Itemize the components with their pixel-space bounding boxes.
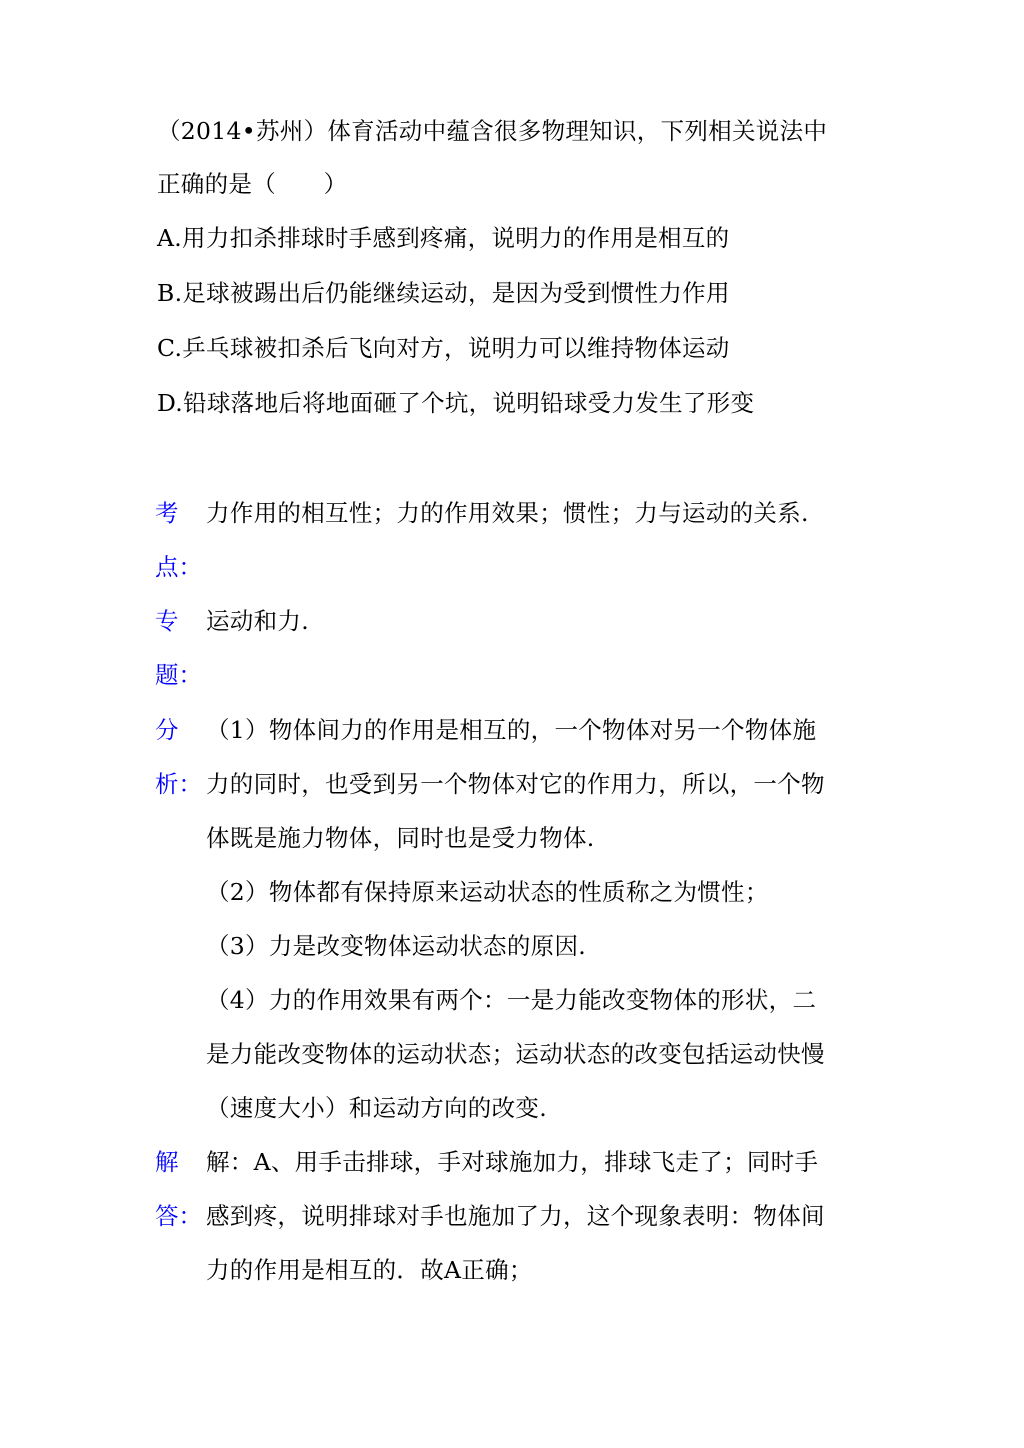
question-stem-line1: （2014•苏州）体育活动中蕴含很多物理知识，下列相关说法中: [157, 117, 828, 145]
option-b: B.足球被踢出后仍能继续运动，是因为受到惯性力作用: [157, 279, 730, 307]
kaodian-text: 力作用的相互性；力的作用效果；惯性；力与运动的关系.: [206, 499, 809, 527]
option-d: D.铅球落地后将地面砸了个坑，说明铅球受力发生了形变: [157, 389, 755, 417]
fenxi-line-6: （4）力的作用效果有两个：一是力能改变物体的形状，二: [206, 986, 817, 1014]
question-stem-line2: 正确的是（ ）: [157, 170, 348, 198]
zhuanti-label-1: 专: [155, 607, 179, 635]
jieda-line-2: 感到疼，说明排球对手也施加了力，这个现象表明：物体间: [206, 1202, 825, 1230]
jieda-line-1: 解：A、用手击排球，手对球施加力，排球飞走了；同时手: [206, 1148, 819, 1176]
fenxi-line-1: （1）物体间力的作用是相互的，一个物体对另一个物体施: [206, 716, 817, 744]
kaodian-label-2: 点：: [155, 553, 202, 581]
zhuanti-label-2: 题：: [155, 661, 202, 689]
fenxi-line-7: 是力能改变物体的运动状态；运动状态的改变包括运动快慢: [206, 1040, 825, 1068]
option-c: C.乒乓球被扣杀后飞向对方，说明力可以维持物体运动: [157, 334, 730, 362]
jieda-line-3: 力的作用是相互的．故A正确；: [206, 1256, 533, 1284]
fenxi-line-2: 力的同时，也受到另一个物体对它的作用力，所以，一个物: [206, 770, 825, 798]
jieda-label-2: 答：: [155, 1202, 202, 1230]
kaodian-label-1: 考: [155, 499, 179, 527]
fenxi-line-4: （2）物体都有保持原来运动状态的性质称之为惯性；: [206, 878, 769, 906]
option-a: A.用力扣杀排球时手感到疼痛，说明力的作用是相互的: [157, 224, 730, 252]
fenxi-line-8: （速度大小）和运动方向的改变.: [206, 1094, 547, 1122]
fenxi-line-3: 体既是施力物体，同时也是受力物体.: [206, 824, 595, 852]
jieda-label-1: 解: [155, 1148, 179, 1176]
fenxi-label-2: 析：: [155, 770, 202, 798]
fenxi-line-5: （3）力是改变物体运动状态的原因.: [206, 932, 587, 960]
fenxi-label-1: 分: [155, 716, 179, 744]
zhuanti-text: 运动和力.: [206, 607, 309, 635]
